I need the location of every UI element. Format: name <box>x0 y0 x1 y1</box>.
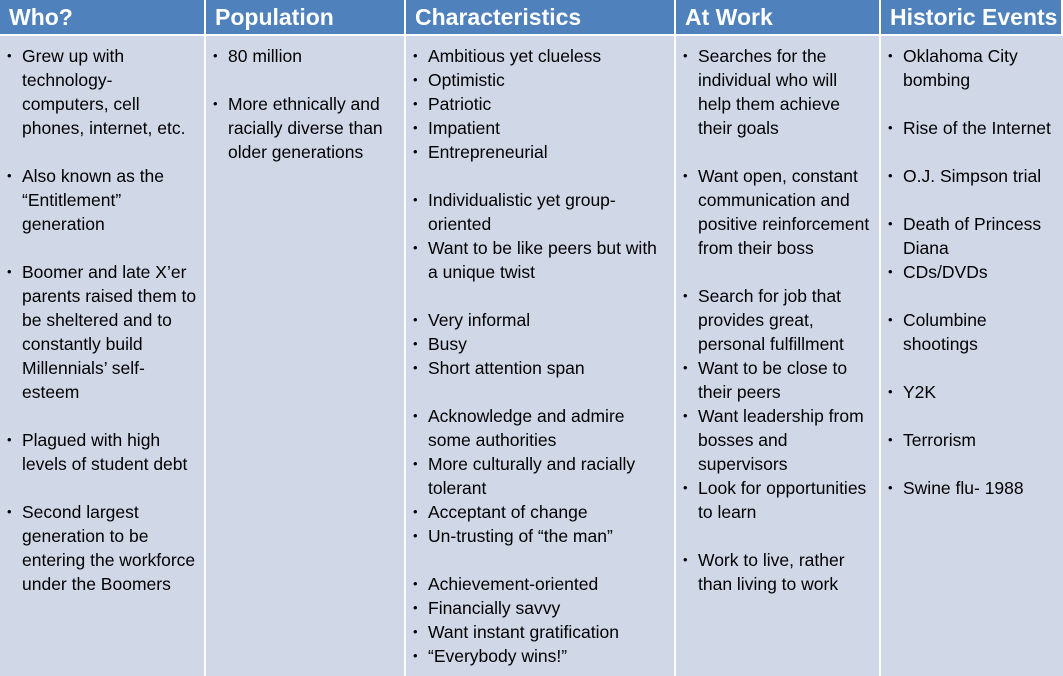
column-historic-events <box>881 36 1063 676</box>
list-item: • Patriotic <box>410 92 670 116</box>
list-item: • CDs/DVDs <box>885 260 1059 284</box>
list-item: • Columbine shootings <box>885 308 1059 356</box>
list-item: • Very informal <box>410 308 670 332</box>
column-who <box>0 36 206 676</box>
list-item: • Want leadership from bosses and supervisors <box>680 404 875 476</box>
list-item: • Busy <box>410 332 670 356</box>
list-item: • Want open, constant communication and positive reinforcement from their boss <box>680 164 875 260</box>
list-item: • Achievement-oriented <box>410 572 670 596</box>
list-item: • Plagued with high levels of student debt <box>4 428 200 476</box>
list-item: • Want to be close to their peers <box>680 356 875 404</box>
header-at-work: At Work <box>676 0 881 36</box>
list-item: • Rise of the Internet <box>885 116 1059 140</box>
list-item: • 80 million <box>210 44 400 68</box>
header-characteristics: Characteristics <box>406 0 676 36</box>
list-item: • Oklahoma City bombing <box>885 44 1059 92</box>
list-item: • More ethnically and racially diverse than older generations <box>210 92 400 164</box>
list-item: • Y2K <box>885 380 1059 404</box>
list-item: • Want to be like peers but with a unique twist <box>410 236 670 284</box>
list-item: • Acknowledge and admire some authorities <box>410 404 670 452</box>
column-at-work <box>676 36 881 676</box>
list-item: • Short attention span <box>410 356 670 380</box>
header-population: Population <box>206 0 406 36</box>
list-item: • Optimistic <box>410 68 670 92</box>
list-item: • Boomer and late X’er parents raised them to be sheltered and to constantly build Millennials’ self-esteem <box>4 260 200 404</box>
list-item: • Death of Princess Diana <box>885 212 1059 260</box>
list-item: • Grew up with technology- computers, cell phones, internet, etc. <box>4 44 200 140</box>
column-characteristics <box>406 36 676 676</box>
list-item: • Searches for the individual who will help them achieve their goals <box>680 44 875 140</box>
list-item: • Swine flu- 1988 <box>885 476 1059 500</box>
list-item: • Terrorism <box>885 428 1059 452</box>
list-item: • Acceptant of change <box>410 500 670 524</box>
header-historic-events: Historic Events <box>881 0 1063 36</box>
list-item: • Impatient <box>410 116 670 140</box>
list-item: • Also known as the “Entitlement” generation <box>4 164 200 236</box>
list-item: • O.J. Simpson trial <box>885 164 1059 188</box>
list-item: • Look for opportunities to learn <box>680 476 875 524</box>
list-item: • Un-trusting of “the man” <box>410 524 670 548</box>
list-item: • Work to live, rather than living to work <box>680 548 875 596</box>
column-population <box>206 36 406 676</box>
list-item: • More culturally and racially tolerant <box>410 452 670 500</box>
list-item: • Search for job that provides great, personal fulfillment <box>680 284 875 356</box>
list-item: • Financially savvy <box>410 596 670 620</box>
list-item: • Individualistic yet group-oriented <box>410 188 670 236</box>
list-item: • Second largest generation to be entering the workforce under the Boomers <box>4 500 200 596</box>
list-item: • Entrepreneurial <box>410 140 670 164</box>
header-who: Who? <box>0 0 206 36</box>
list-item: • Ambitious yet clueless <box>410 44 670 68</box>
list-item: • “Everybody wins!” <box>410 644 670 668</box>
list-item: • Want instant gratification <box>410 620 670 644</box>
